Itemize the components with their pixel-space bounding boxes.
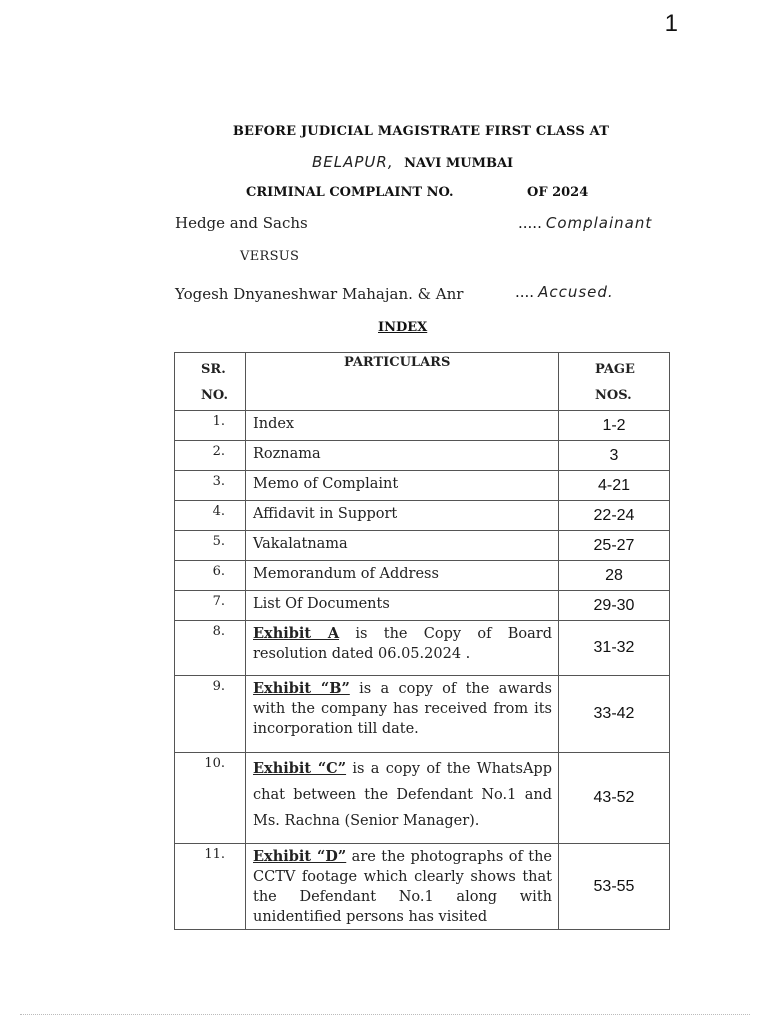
row-particulars — [246, 753, 559, 844]
accused-role — [515, 283, 614, 301]
row-pages: 3 — [559, 441, 670, 471]
header-sr-line2: NO. — [201, 388, 228, 403]
page-number: 1 — [664, 10, 678, 37]
complainant-role-handwritten: Complainant — [545, 214, 653, 232]
table-row — [175, 676, 670, 753]
row-sr: 2. — [175, 441, 246, 471]
row-sr: 6. — [175, 561, 246, 591]
row-sr: 10. — [175, 753, 246, 844]
header-sr-line1: SR. — [201, 362, 226, 377]
row-pages: 29-30 — [559, 591, 670, 621]
table-row — [175, 501, 670, 531]
row-sr: 4. — [175, 501, 246, 531]
row-pages: 4-21 — [559, 471, 670, 501]
place-handwritten: BELAPUR, — [312, 153, 394, 171]
table-row — [175, 621, 670, 676]
row-pages: 1-2 — [559, 411, 670, 441]
exhibit-label: Exhibit A — [253, 625, 340, 642]
table-row — [175, 844, 670, 930]
row-sr: 3. — [175, 471, 246, 501]
header-page-line1: PAGE — [595, 362, 635, 377]
row-pages: 25-27 — [559, 531, 670, 561]
row-pages: 22-24 — [559, 501, 670, 531]
court-heading: BEFORE JUDICIAL MAGISTRATE FIRST CLASS AT — [232, 124, 610, 139]
row-sr: 9. — [175, 676, 246, 753]
row-particulars: List Of Documents — [246, 591, 559, 621]
exhibit-label: Exhibit “C” — [253, 760, 347, 777]
row-particulars: Affidavit in Support — [246, 501, 559, 531]
index-table — [174, 352, 670, 930]
table-row — [175, 441, 670, 471]
complainant-dots: ..... — [518, 214, 542, 232]
row-particulars: Vakalatnama — [246, 531, 559, 561]
row-sr: 1. — [175, 411, 246, 441]
exhibit-description: are the photographs of the CCTV footage which clearly shows that the Defendant No.1 along with unidentified persons has visited — [253, 849, 552, 925]
row-sr: 11. — [175, 844, 246, 930]
accused-name: Yogesh Dnyaneshwar Mahajan. & Anr — [175, 285, 464, 303]
exhibit-description: is a copy of the awards with the company has received from its incorporation till date. — [253, 681, 552, 737]
row-pages: 53-55 — [559, 844, 670, 930]
table-row — [175, 531, 670, 561]
row-particulars: Memo of Complaint — [246, 471, 559, 501]
place-printed: NAVI MUMBAI — [404, 156, 514, 171]
exhibit-description: is a copy of the WhatsApp chat between the Defendant No.1 and Ms. Rachna (Senior Manager). — [253, 761, 552, 829]
row-particulars — [246, 621, 559, 676]
row-sr: 7. — [175, 591, 246, 621]
table-row — [175, 753, 670, 844]
scan-artifact-line — [20, 1008, 750, 1015]
row-particulars: Memorandum of Address — [246, 561, 559, 591]
table-header-row — [175, 353, 670, 411]
row-pages: 28 — [559, 561, 670, 591]
versus-label: VERSUS — [240, 249, 300, 264]
row-pages: 43-52 — [559, 753, 670, 844]
row-particulars — [246, 844, 559, 930]
row-pages: 33-42 — [559, 676, 670, 753]
complaint-number-label: CRIMINAL COMPLAINT NO. — [246, 185, 454, 200]
row-sr: 8. — [175, 621, 246, 676]
header-page-nos — [559, 353, 670, 411]
row-sr: 5. — [175, 531, 246, 561]
complainant-role — [518, 214, 652, 232]
accused-role-handwritten: Accused. — [538, 283, 614, 301]
table-row — [175, 471, 670, 501]
index-title: INDEX — [378, 320, 428, 335]
complainant-name: Hedge and Sachs — [175, 214, 308, 232]
row-pages: 31-32 — [559, 621, 670, 676]
accused-dots: .... — [515, 283, 535, 301]
court-place — [312, 153, 513, 171]
exhibit-label: Exhibit “B” — [253, 680, 350, 697]
exhibit-label: Exhibit “D” — [253, 848, 347, 865]
row-particulars: Roznama — [246, 441, 559, 471]
exhibit-description: is the Copy of Board resolution dated 06.05.2024 . — [253, 626, 552, 662]
row-particulars: Index — [246, 411, 559, 441]
table-row — [175, 411, 670, 441]
complaint-year: OF 2024 — [527, 185, 589, 200]
row-particulars — [246, 676, 559, 753]
table-row — [175, 591, 670, 621]
header-sr-no — [175, 353, 246, 411]
header-page-line2: NOS. — [595, 388, 632, 403]
header-particulars: PARTICULARS — [246, 353, 559, 411]
table-row — [175, 561, 670, 591]
